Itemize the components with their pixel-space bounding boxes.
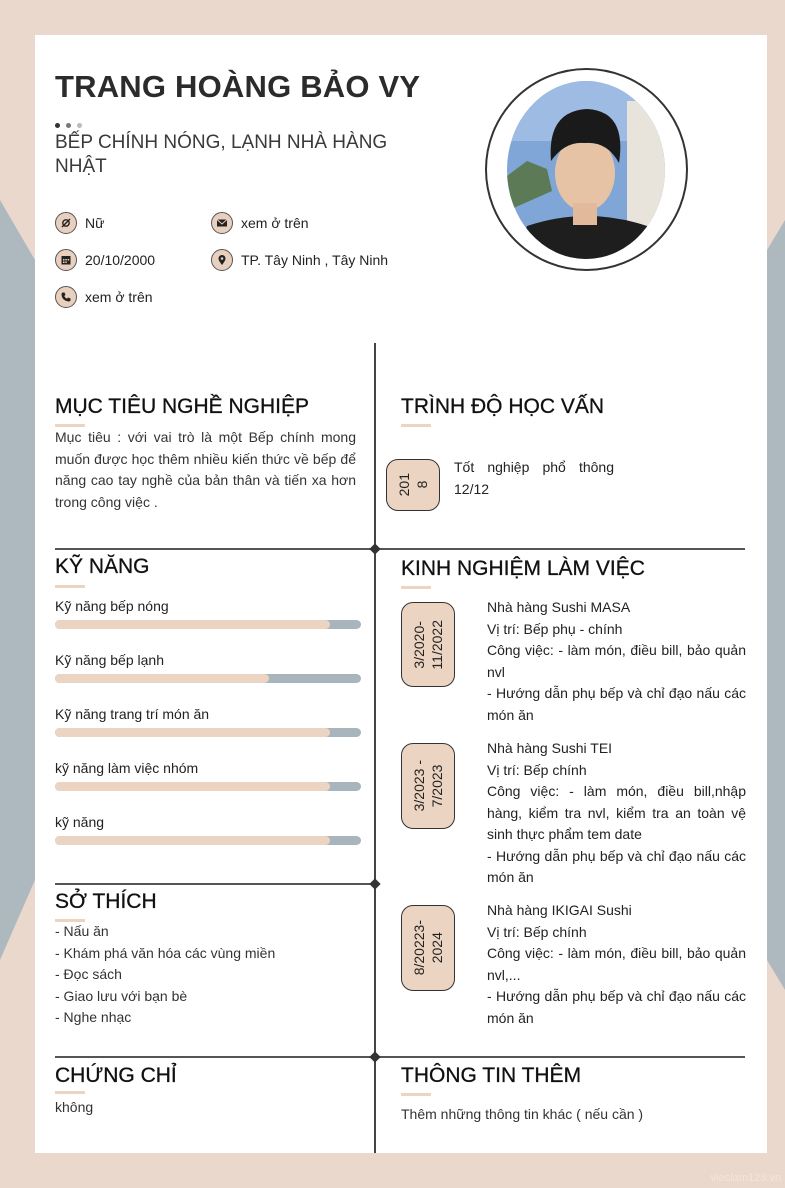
job-date [401, 602, 455, 687]
education-text [454, 457, 614, 500]
hobby-item: - Đọc sách [55, 966, 122, 982]
skill-bar-fill [55, 620, 330, 629]
divider-diamond [369, 543, 380, 554]
skill-bar [55, 728, 361, 737]
job-position: Vị trí: Bếp chính [487, 761, 587, 778]
skill-bar-fill [55, 836, 330, 845]
calendar-icon [55, 249, 77, 271]
job-duty: Công việc: - làm món, điều bill, bảo quản nvl [487, 642, 746, 680]
certificates-text: không [55, 1099, 94, 1115]
more-info-text: Thêm những thông tin khác ( nếu cần ) [401, 1106, 644, 1122]
skill-label: kỹ năng [55, 814, 105, 830]
hobby-item: - Giao lưu với bạn bè [55, 987, 188, 1004]
job-extra: - Hướng dẫn phụ bếp và chỉ đạo nấu các món ăn [487, 847, 746, 885]
experience-title: KINH NGHIỆM LÀM VIỆC [401, 557, 645, 580]
address-value: TP. Tây Ninh , Tây Ninh [241, 252, 389, 268]
skill-bar-fill [55, 782, 330, 791]
skill-bar-fill [55, 674, 269, 683]
skill-bar [55, 782, 361, 791]
job-company: Nhà hàng Sushi MASA [487, 599, 631, 615]
divider-line [55, 883, 375, 885]
avatar [507, 81, 665, 259]
skill-bar-fill [55, 728, 330, 737]
job-date-text: 3/2023 - 7/2023 [411, 760, 445, 812]
watermark: vieclam123.vn [710, 1172, 781, 1184]
dob-value: 20/10/2000 [85, 252, 156, 268]
skill-bar [55, 674, 361, 683]
job-entry [487, 900, 746, 1029]
gender-icon [55, 212, 77, 234]
divider-diamond [369, 878, 380, 889]
divider-line [55, 548, 745, 550]
contact-gender [55, 212, 104, 234]
job-date [401, 905, 455, 991]
job-date-text: 8/20223- 2024 [411, 920, 445, 976]
hobbies-title: SỞ THÍCH [55, 890, 157, 913]
gender-value: Nữ [85, 215, 105, 231]
hobby-list [55, 921, 275, 1029]
title-underline [401, 1093, 431, 1096]
contact-dob [55, 249, 155, 271]
column-divider [374, 343, 376, 1153]
title-underline [55, 585, 85, 588]
job-title: BẾP CHÍNH NÓNG, LẠNH NHÀ HÀNG NHẬT [55, 132, 388, 177]
job-position: Vị trí: Bếp chính [487, 923, 587, 940]
skill-bar [55, 620, 361, 629]
job-entry [487, 597, 746, 726]
divider-diamond [369, 1051, 380, 1062]
education-date: 201 8 [386, 459, 440, 511]
job-date-text: 3/2020- 11/2022 [411, 619, 445, 670]
job-extra: - Hướng dẫn phụ bếp và chỉ đạo nấu các món ăn [487, 685, 746, 723]
skill-label: Kỹ năng trang trí món ăn [55, 706, 210, 722]
resume-sheet [35, 35, 767, 1153]
hobby-item: - Nghe nhạc [55, 1009, 132, 1025]
more-info-title: THÔNG TIN THÊM [401, 1064, 582, 1087]
job-company: Nhà hàng IKIGAI Sushi [487, 902, 632, 918]
contact-address [211, 249, 388, 271]
divider-line [55, 1056, 745, 1058]
job-company: Nhà hàng Sushi TEI [487, 740, 613, 756]
location-pin-icon [211, 249, 233, 271]
job-duty: Công việc: - làm món, điều bill,nhập hàng, kiểm tra nvl, kiểm tra an toàn vệ sinh thực phẩm tem date [487, 783, 746, 842]
skill-label: kỹ năng làm việc nhóm [55, 760, 199, 776]
job-position: Vị trí: Bếp phụ - chính [487, 620, 623, 637]
skill-label: Kỹ năng bếp lạnh [55, 652, 164, 668]
email-value[interactable]: xem ở trên [241, 215, 309, 231]
objective-title: MỤC TIÊU NGHỀ NGHIỆP [55, 395, 309, 418]
title-underline [401, 424, 431, 427]
education-detail: Tốt nghiệp phổ thông 12/12 [454, 459, 614, 497]
skills-title: KỸ NĂNG [55, 555, 150, 578]
objective-text: Mục tiêu : với vai trò là một Bếp chính mong muốn được học thêm nhiều kiến thức về bếp để năng cao tay nghề của bản thân và tiến xa hơn trong công việc . [55, 429, 356, 510]
contact-phone [55, 286, 153, 308]
hobby-item: - Khám phá văn hóa các vùng miền [55, 944, 276, 961]
certificates-title: CHỨNG CHỈ [55, 1064, 177, 1087]
contact-email [211, 212, 309, 234]
job-duty: Công việc: - làm món, điều bill, bảo quản nvl,... [487, 945, 746, 983]
email-icon [211, 212, 233, 234]
candidate-name: TRANG HOÀNG BẢO VY [55, 69, 421, 104]
phone-value[interactable]: xem ở trên [85, 289, 153, 305]
phone-icon [55, 286, 77, 308]
skill-label: Kỹ năng bếp nóng [55, 598, 169, 614]
hobby-item: - Nấu ăn [55, 923, 109, 939]
title-underline [401, 586, 431, 589]
job-entry [487, 738, 746, 889]
job-date [401, 743, 455, 829]
job-extra: - Hướng dẫn phụ bếp và chỉ đạo nấu các món ăn [487, 988, 746, 1026]
skill-bar [55, 836, 361, 845]
title-underline [55, 1091, 85, 1094]
education-title: TRÌNH ĐỘ HỌC VẤN [401, 395, 605, 418]
